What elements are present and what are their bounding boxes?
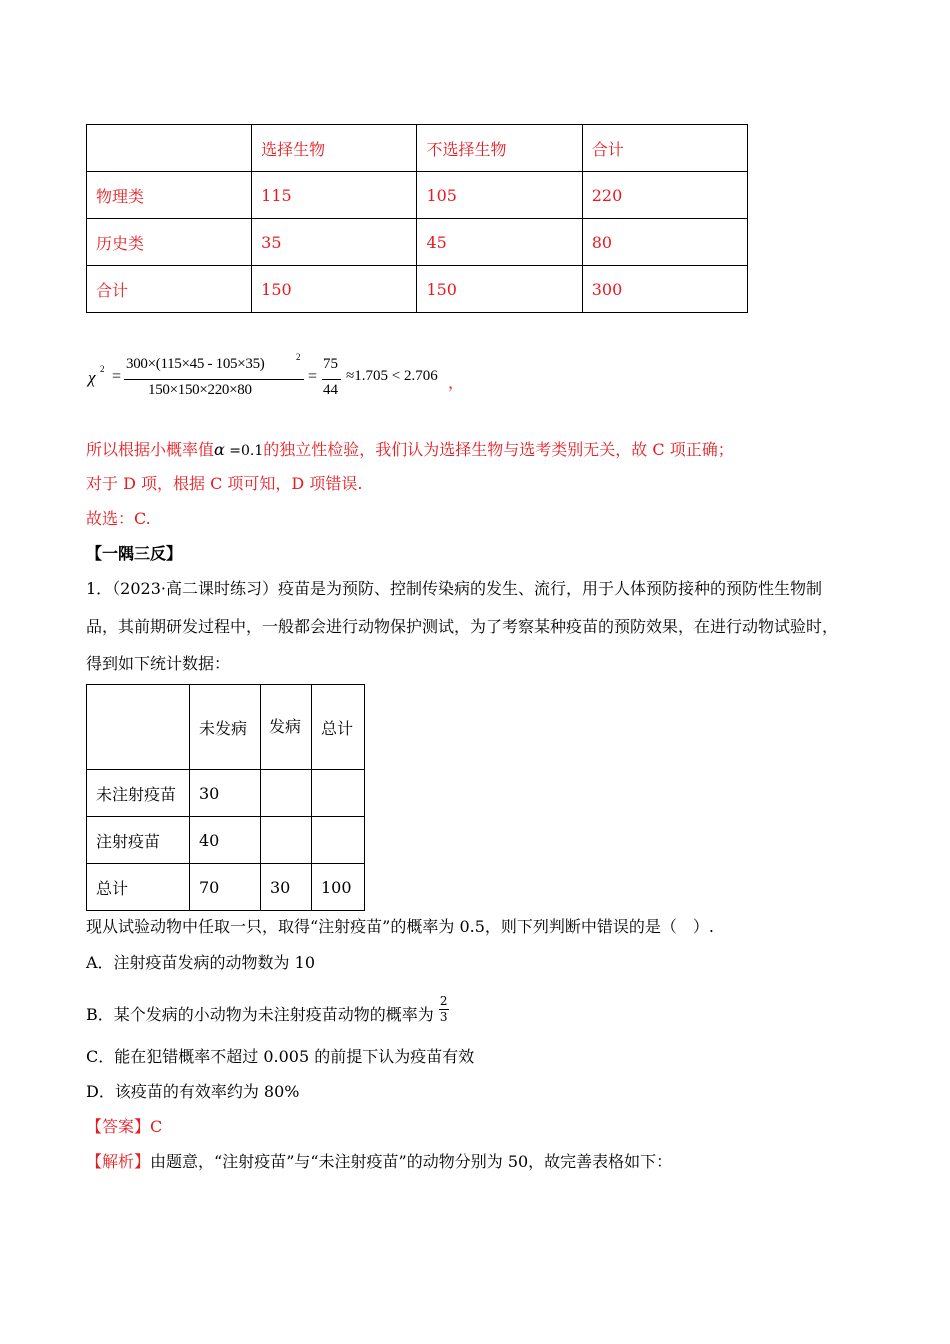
- option-b-text: B．某个发病的小动物为未注射疫苗动物的概率为: [86, 1005, 434, 1024]
- table-cell: 80: [582, 219, 747, 266]
- table-header-row: [87, 125, 748, 172]
- table-cell: 100: [312, 864, 365, 911]
- question-stem: 现从试验动物中任取一只，取得“注射疫苗”的概率为 0.5，则下列判断中错误的是（ ）.: [86, 917, 714, 936]
- table-cell: [87, 125, 252, 172]
- table-cell: 150: [252, 266, 417, 313]
- option-b-fraction: [439, 994, 449, 1025]
- table-cell: 105: [417, 172, 582, 219]
- conclusion-line-1: [86, 440, 734, 461]
- analysis-text: 由题意，“注射疫苗”与“未注射疫苗”的动物分别为 50，故完善表格如下：: [150, 1152, 673, 1171]
- table-cell: 300: [582, 266, 747, 313]
- option-d: D．该疫苗的有效率约为 80%: [86, 1082, 300, 1101]
- table-header-cell: 发病: [261, 685, 312, 770]
- table-cell: 115: [252, 172, 417, 219]
- analysis-line: [86, 1152, 672, 1172]
- question-line-1: 1．（2023·高二课时练习）疫苗是为预防、控制传染病的发生、流行，用于人体预防接种的预防性生物制: [86, 579, 822, 598]
- chi-symbol: χ: [88, 368, 96, 387]
- table-cell: 35: [252, 219, 417, 266]
- analysis-tag: 【解析】: [86, 1152, 151, 1171]
- approx-result: ≈1.705 < 2.706: [346, 368, 438, 384]
- table-cell: [312, 770, 365, 817]
- option-a: A．注射疫苗发病的动物数为 10: [86, 953, 316, 972]
- fraction-numerator: 2: [439, 994, 448, 1008]
- table-cell: 合计: [87, 266, 252, 313]
- equals-sign-2: =: [308, 368, 318, 385]
- table-header-cell: 合计: [582, 125, 747, 172]
- alpha-symbol: α: [214, 440, 225, 459]
- option-b: [86, 994, 449, 1031]
- table-row: [87, 266, 748, 313]
- conclusion-line-3: 故选：C.: [86, 509, 151, 528]
- chi-square-formula: [86, 352, 506, 408]
- fraction-bar: [124, 379, 304, 380]
- table-cell: [261, 770, 312, 817]
- formula-trailing-comma: ，: [448, 375, 465, 392]
- table-cell: 历史类: [87, 219, 252, 266]
- fraction-numerator: 300×(115×45 - 105×35): [126, 356, 265, 372]
- table-cell: 未注射疫苗: [87, 770, 190, 817]
- table-row: [87, 770, 365, 817]
- table-cell: 30: [190, 770, 261, 817]
- table-cell: [87, 685, 190, 770]
- table-header-cell: 选择生物: [252, 125, 417, 172]
- alpha-value: =0.1: [224, 443, 264, 459]
- table-header-cell: 总计: [312, 685, 365, 770]
- fraction2-numerator: 75: [323, 356, 338, 372]
- conclusion-line-2: 对于 D 项，根据 C 项可知，D 项错误.: [86, 474, 363, 493]
- fraction2-denominator: 44: [323, 382, 338, 398]
- table-cell: 150: [417, 266, 582, 313]
- table-cell: [261, 817, 312, 864]
- table-cell: 总计: [87, 864, 190, 911]
- table-header-cell: 未发病: [190, 685, 261, 770]
- equals-sign: =: [112, 368, 122, 385]
- table-header-row: [87, 685, 365, 770]
- fraction2-bar: [322, 379, 341, 380]
- numerator-superscript: 2: [296, 352, 301, 362]
- question-line-2: 品，其前期研发过程中，一般都会进行动物保护测试，为了考察某种疫苗的预防效果，在进行动物试验时，: [86, 617, 839, 636]
- table-cell: 物理类: [87, 172, 252, 219]
- table-cell: 30: [261, 864, 312, 911]
- line-text: 的独立性检验，我们认为选择生物与选考类别无关，故 C 项正确；: [263, 440, 734, 459]
- table-row: [87, 172, 748, 219]
- line-text: 所以根据小概率值: [86, 440, 215, 459]
- answer-line: [86, 1117, 162, 1137]
- table-cell: 40: [190, 817, 261, 864]
- table-cell: 220: [582, 172, 747, 219]
- fraction-denominator: 150×150×220×80: [148, 382, 252, 398]
- fraction-denominator: 3: [439, 1010, 448, 1024]
- table-cell: 70: [190, 864, 261, 911]
- table-cell: 注射疫苗: [87, 817, 190, 864]
- option-c: C．能在犯错概率不超过 0.005 的前提下认为疫苗有效: [86, 1047, 475, 1066]
- table-cell: [312, 817, 365, 864]
- question-line-3: 得到如下统计数据：: [86, 654, 231, 673]
- table-row: [87, 864, 365, 911]
- contingency-table-biology: [86, 124, 748, 313]
- table-header-cell: 不选择生物: [417, 125, 582, 172]
- table-row: [87, 219, 748, 266]
- table-cell: 45: [417, 219, 582, 266]
- vaccine-data-table: [86, 684, 365, 911]
- chi-superscript: 2: [100, 364, 105, 374]
- table-row: [87, 817, 365, 864]
- section-heading: 【一隅三反】: [86, 544, 183, 563]
- answer-tag: 【答案】: [86, 1117, 151, 1136]
- answer-value: C: [150, 1117, 163, 1136]
